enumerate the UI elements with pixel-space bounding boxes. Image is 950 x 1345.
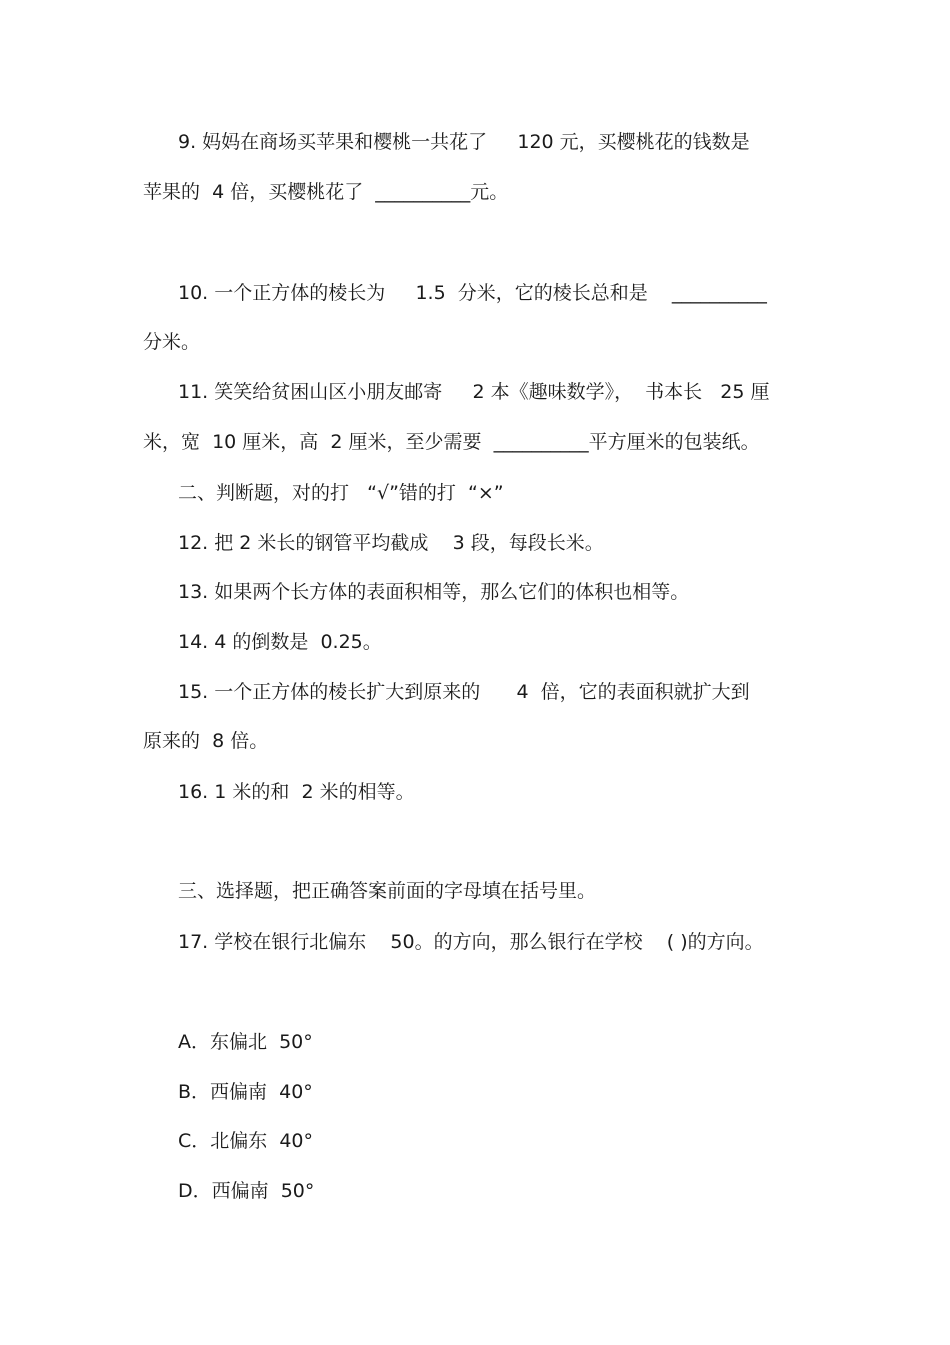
section-3-heading: 三、选择题，把正确答案前面的字母填在括号里。 xyxy=(178,880,597,902)
question-10-line-2: 分米。 xyxy=(143,331,201,353)
question-10-line-1: 10. 一个正方体的棱长为 1.5 分米，它的棱长总和是 __________ xyxy=(178,282,767,304)
question-15-line-2: 原来的 8 倍。 xyxy=(143,730,269,752)
question-14: 14. 4 的倒数是 0.25。 xyxy=(178,631,382,653)
option-d: D．西偏南 50° xyxy=(178,1180,315,1202)
question-16: 16. 1 米的和 2 米的相等。 xyxy=(178,781,415,803)
question-11-line-1: 11. 笑笑给贫困山区小朋友邮寄 2 本《趣味数学》， 书本长 25 厘 xyxy=(178,381,770,403)
question-9-line-2: 苹果的 4 倍，买樱桃花了 __________元。 xyxy=(143,181,509,203)
question-12: 12. 把 2 米长的钢管平均截成 3 段，每段长米。 xyxy=(178,532,604,554)
question-13: 13. 如果两个长方体的表面积相等，那么它们的体积也相等。 xyxy=(178,581,690,603)
option-c: C．北偏东 40° xyxy=(178,1130,314,1152)
question-15-line-1: 15. 一个正方体的棱长扩大到原来的 4 倍，它的表面积就扩大到 xyxy=(178,681,750,703)
question-9-line-1: 9. 妈妈在商场买苹果和樱桃一共花了 120 元，买樱桃花的钱数是 xyxy=(178,131,750,153)
question-11-line-2: 米，宽 10 厘米，高 2 厘米，至少需要 __________平方厘米的包装纸。 xyxy=(143,431,760,453)
section-2-heading: 二、判断题，对的打 “√”错的打 “×” xyxy=(178,482,504,504)
question-17: 17. 学校在银行北偏东 50。的方向，那么银行在学校 ( )的方向。 xyxy=(178,931,764,953)
option-b: B．西偏南 40° xyxy=(178,1081,313,1103)
option-a: A．东偏北 50° xyxy=(178,1031,313,1053)
